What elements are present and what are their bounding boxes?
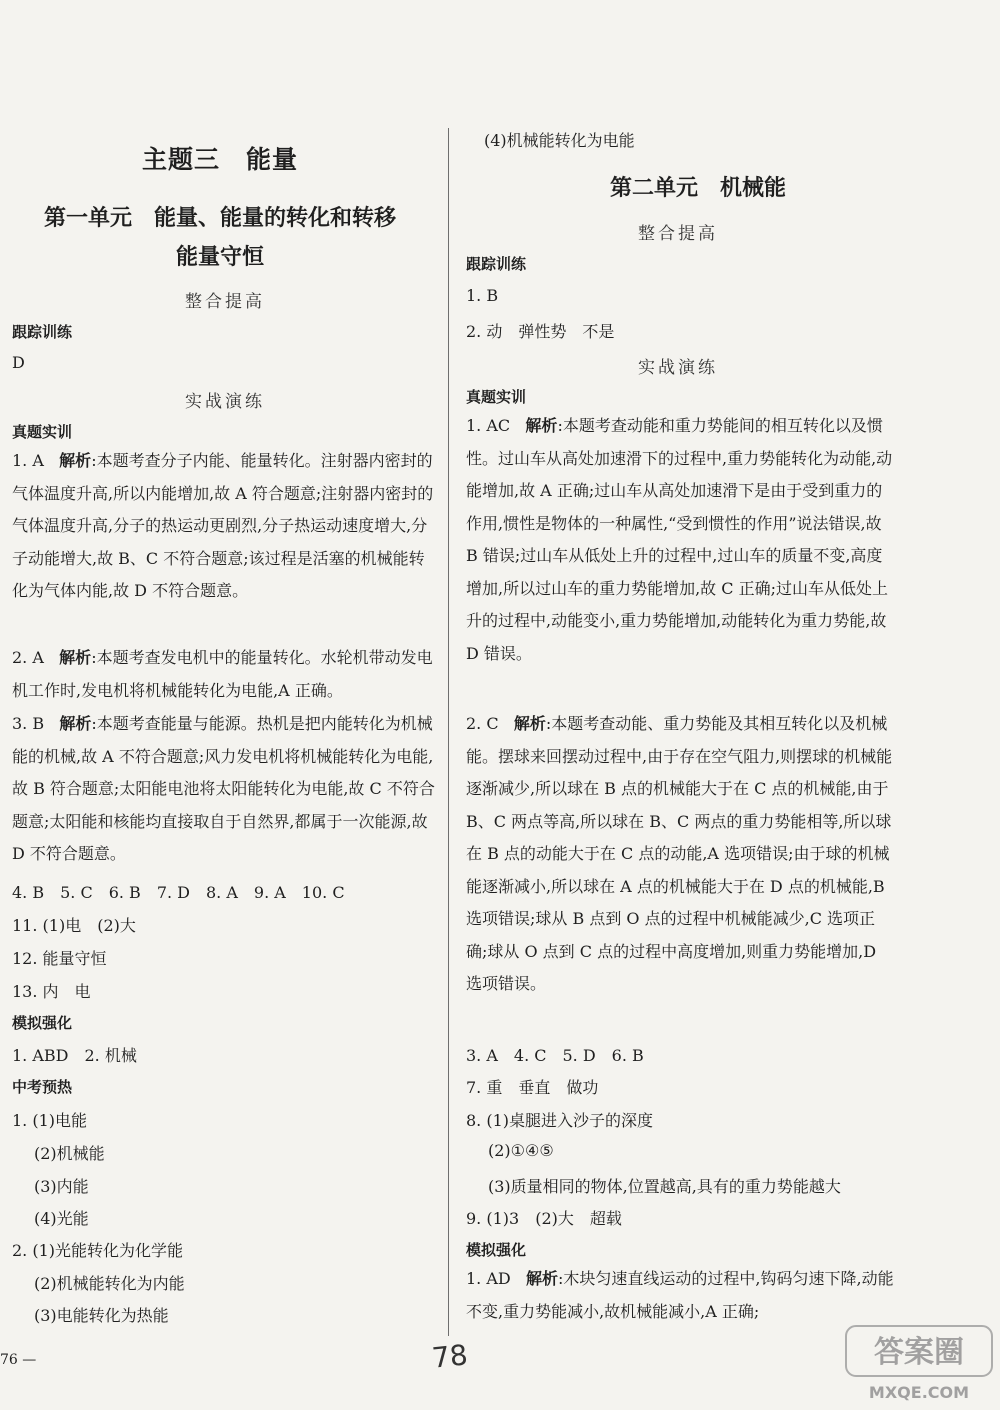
subhead-integration: 整合提高	[638, 224, 718, 244]
watermark-url: MXQE.COM	[868, 1383, 970, 1402]
answer-number: 1. A	[12, 451, 44, 470]
analysis-text: :本题考查能量与能源。热机是把内能转化为机械能的机械,故 A 不符合题意;风力发电机将机械能转化为电能,故 B 符合题意;太阳能电池将太阳能转化为电能,故 C 不符合题意;太阳能和核能均直接取自于自然界,都属于一次能源,故 D 不符合题意。	[12, 714, 435, 863]
analysis-tag: 解析	[513, 714, 546, 733]
answers-4-10: 4. B 5. C 6. B 7. D 8. A 9. A 10. C	[12, 883, 345, 902]
answer-8-1: 8. (1)桌腿进入沙子的深度	[466, 1111, 654, 1130]
tracking-answer-2: 2. 动 弹性势 不是	[466, 322, 615, 341]
analysis-text: :木块匀速直线运动的过程中,钩码匀速下降,动能不变,重力势能减小,故机械能减小,A 正确;	[466, 1269, 894, 1321]
answer-13: 13. 内 电	[12, 982, 91, 1001]
answer-number: 2. A	[12, 648, 44, 667]
subhead-practice: 实战演练	[638, 358, 718, 378]
answer-number: 3. B	[12, 714, 45, 733]
subhead-practice: 实战演练	[185, 392, 265, 412]
answer-item-1	[12, 445, 437, 608]
subhead-integration: 整合提高	[185, 292, 265, 312]
column-divider	[448, 128, 449, 1336]
answer-9: 9. (1)3 (2)大 超载	[466, 1209, 622, 1228]
answer-12: 12. 能量守恒	[12, 949, 107, 968]
answers-3-6: 3. A 4. C 5. D 6. B	[466, 1046, 644, 1065]
preview-2-1: 2. (1)光能转化为化学能	[12, 1241, 184, 1260]
analysis-tag: 解析	[59, 648, 92, 667]
analysis-text: :本题考查动能和重力势能间的相互转化以及惯性。过山车从高处加速滑下的过程中,重力势能转化为动能,动能增加,故 A 正确;过山车从高处加速滑下是由于受到重力的作用,惯性是物体的一种属性,“受到惯性的作用”说法错误,故 B 错误;过山车从低处上升的过程中,过山车的质量不变,高度增加,所以过山车的重力势能增加,故 C 正确;过山车从低处上升的过程中,动能变小,重力势能增加,动能转化为重力势能,故 D 错误。	[466, 416, 893, 663]
unit-title: 第一单元 能量、能量的转化和转移	[44, 205, 397, 231]
handwritten-page-mark: 78	[430, 1338, 470, 1375]
answer-item-2	[466, 708, 894, 1001]
answer-8-3: (3)质量相同的物体,位置越高,具有的重力势能越大	[488, 1177, 841, 1196]
watermark-logo	[844, 1322, 994, 1406]
tracking-answer-1: 1. B	[466, 286, 499, 305]
answer-7: 7. 重 垂直 做功	[466, 1078, 599, 1097]
analysis-text: :本题考查动能、重力势能及其相互转化以及机械能。摆球来回摆动过程中,由于存在空气阻力,则摆球的机械能逐渐减少,所以球在 B 点的机械能大于在 C 点的机械能,由于 B、C 两点等高,所以球在 B、C 两点的重力势能相等,所以球在 B 点的动能大于在 C 点的动能,A 选项错误;由于球的机械能逐渐减小,所以球在 A 点的机械能大于在 D 点的机械能,B 选项错误;球从 B 点到 O 点的过程中机械能减少,C 选项正确;球从 O 点到 C 点的过程中高度增加,则重力势能增加,D 选项错误。	[466, 714, 893, 993]
analysis-tag: 解析	[59, 451, 92, 470]
page-number: 76 —	[0, 1352, 37, 1368]
simulation-answers: 1. ABD 2. 机械	[12, 1046, 137, 1065]
watermark-brand: 答案圈	[874, 1335, 964, 1370]
preview-2-3: (3)电能转化为热能	[34, 1306, 169, 1325]
answer-11: 11. (1)电 (2)大	[12, 916, 136, 935]
answer-item-3	[12, 708, 437, 871]
analysis-tag: 解析	[526, 1269, 559, 1288]
section-label-tracking: 跟踪训练	[466, 255, 527, 273]
answer-8-2: (2)①④⑤	[488, 1141, 554, 1160]
section-label-exam-preview: 中考预热	[12, 1078, 73, 1096]
analysis-tag: 解析	[525, 416, 558, 435]
answer-item-1	[466, 410, 894, 670]
carryover-answer: (4)机械能转化为电能	[484, 131, 635, 150]
unit-title: 第二单元 机械能	[610, 175, 787, 201]
unit-title-line-2: 能量守恒	[176, 244, 265, 270]
section-label-real-exam: 真题实训	[466, 388, 527, 406]
section-label-simulation: 模拟强化	[466, 1241, 527, 1259]
chapter-title: 主题三 能量	[142, 145, 299, 174]
section-label-real-exam: 真题实训	[12, 423, 73, 441]
preview-1-1: 1. (1)电能	[12, 1111, 88, 1130]
answer-item-2	[12, 642, 437, 707]
preview-1-2: (2)机械能	[34, 1144, 105, 1163]
analysis-tag: 解析	[59, 714, 92, 733]
preview-1-3: (3)内能	[34, 1177, 89, 1196]
simulation-answer-1	[466, 1263, 894, 1328]
answer-number: 1. AC	[466, 416, 511, 435]
answer-number: 1. AD	[466, 1269, 511, 1288]
analysis-text: :本题考查分子内能、能量转化。注射器内密封的气体温度升高,所以内能增加,故 A 符合题意;注射器内密封的气体温度升高,分子的热运动更剧烈,分子热运动速度增大,分子动能增大,故 B、C 不符合题意;该过程是活塞的机械能转化为气体内能,故 D 不符合题意。	[12, 451, 434, 600]
section-label-simulation: 模拟强化	[12, 1014, 73, 1032]
preview-1-4: (4)光能	[34, 1209, 89, 1228]
section-label-tracking: 跟踪训练	[12, 323, 73, 341]
analysis-text: :本题考查发电机中的能量转化。水轮机带动发电机工作时,发电机将机械能转化为电能,A 正确。	[12, 648, 433, 700]
answer-number: 2. C	[466, 714, 499, 733]
preview-2-2: (2)机械能转化为内能	[34, 1274, 185, 1293]
tracking-answer: D	[12, 353, 25, 372]
